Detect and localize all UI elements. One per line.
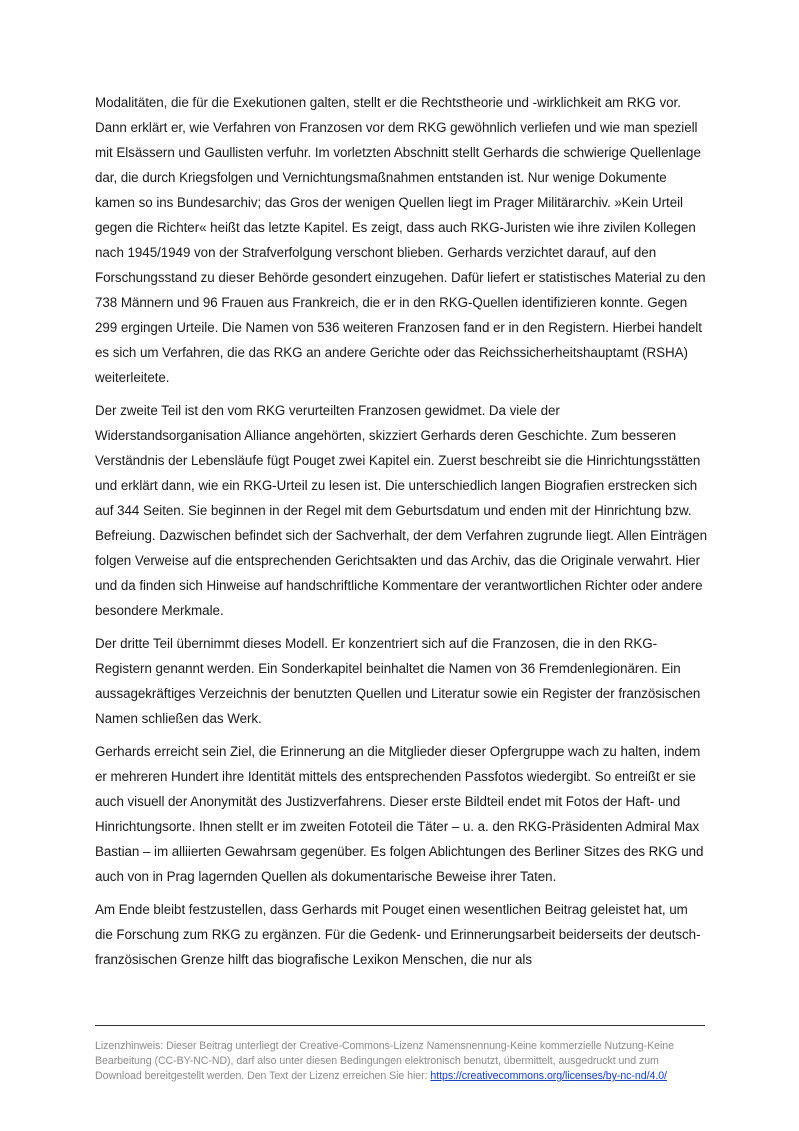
paragraph-4: Gerhards erreicht sein Ziel, die Erinnerung an die Mitglieder dieser Opfergruppe wach zu halten, indem er mehreren Hundert ihre Identität mittels des entsprechenden Passfotos wiedergibt. So entreißt er sie auch visuell der Anonymität des Justizverfahrens. Dieser erste Bildteil endet mit Fotos der Haft- und Hinrichtungsorte. Ihnen stellt er im zweiten Fototeil die Täter – u. a. den RKG-Präsidenten Admiral Max Bastian – im alliierten Gewahrsam gegenüber. Es folgen Ablichtungen des Berliner Sitzes des RKG und auch von in Prag lagernden Quellen als dokumentarische Beweise ihrer Taten. (95, 744, 704, 884)
footer-divider (95, 1025, 705, 1026)
license-footnote (95, 1039, 707, 1084)
license-text: Lizenzhinweis: Dieser Beitrag unterliegt der Creative-Commons-Lizenz Namensnennung-Keine kommerzielle Nutzung-Keine Bearbeitung (CC-BY-NC-ND), darf also unter diesen Bedingungen elektronisch benutzt, übermittelt, ausgedruckt und zum Download bereitgestellt werden. Den Text der Lizenz erreichen Sie hier: (95, 1040, 674, 1082)
document-body (95, 90, 707, 980)
license-link[interactable]: https://creativecommons.org/licenses/by-nc-nd/4.0/ (430, 1070, 667, 1082)
paragraph-5: Am Ende bleibt festzustellen, dass Gerhards mit Pouget einen wesentlichen Beitrag geleistet hat, um die Forschung zum RKG zu ergänzen. Für die Gedenk- und Erinnerungsarbeit beiderseits der deutsch-französischen Grenze hilft das biografische Lexikon Menschen, die nur als (95, 902, 701, 967)
paragraph-2: Der zweite Teil ist den vom RKG verurteilten Franzosen gewidmet. Da viele der Widerstandsorganisation Alliance angehörten, skizziert Gerhards deren Geschichte. Zum besseren Verständnis der Lebensläufe fügt Pouget zwei Kapitel ein. Zuerst beschreibt sie die Hinrichtungsstätten und erklärt dann, wie ein RKG-Urteil zu lesen ist. Die unterschiedlich langen Biografien erstrecken sich auf 344 Seiten. Sie beginnen in der Regel mit dem Geburtsdatum und enden mit der Hinrichtung bzw. Befreiung. Dazwischen befindet sich der Sachverhalt, der dem Verfahren zugrunde liegt. Allen Einträgen folgen Verweise auf die entsprechenden Gerichtsakten und das Archiv, das die Originale verwahrt. Hier und da finden sich Hinweise auf handschriftliche Kommentare der verantwortlichen Richter oder andere besondere Merkmale. (95, 403, 707, 618)
paragraph-3: Der dritte Teil übernimmt dieses Modell. Er konzentriert sich auf die Franzosen, die in den RKG-Registern genannt werden. Ein Sonderkapitel beinhaltet die Namen von 36 Fremdenlegionären. Ein aussagekräftiges Verzeichnis der benutzten Quellen und Literatur sowie ein Register der französischen Namen schließen das Werk. (95, 636, 701, 726)
paragraph-1: Modalitäten, die für die Exekutionen galten, stellt er die Rechtstheorie und -wirklichkeit am RKG vor. Dann erklärt er, wie Verfahren von Franzosen vor dem RKG gewöhnlich verliefen und wie man speziell mit Elsässern und Gaullisten verfuhr. Im vorletzten Abschnitt stellt Gerhards die schwierige Quellenlage dar, die durch Kriegsfolgen und Vernichtungsmaßnahmen entstanden ist. Nur wenige Dokumente kamen so ins Bundesarchiv; das Gros der wenigen Quellen liegt im Prager Militärarchiv. »Kein Urteil gegen die Richter« heißt das letzte Kapitel. Es zeigt, dass auch RKG-Juristen wie ihre zivilen Kollegen nach 1945/1949 von der Strafverfolgung verschont blieben. Gerhards verzichtet darauf, auf den Forschungsstand zu dieser Behörde gesondert einzugehen. Dafür liefert er statistisches Material zu den 738 Männern und 96 Frauen aus Frankreich, die er in den RKG-Quellen identifizieren konnte. Gegen 299 ergingen Urteile. Die Namen von 536 weiteren Franzosen fand er in den Registern. Hierbei handelt es sich um Verfahren, die das RKG an andere Gerichte oder das Reichssicherheitshauptamt (RSHA) weiterleitete. (95, 95, 706, 385)
